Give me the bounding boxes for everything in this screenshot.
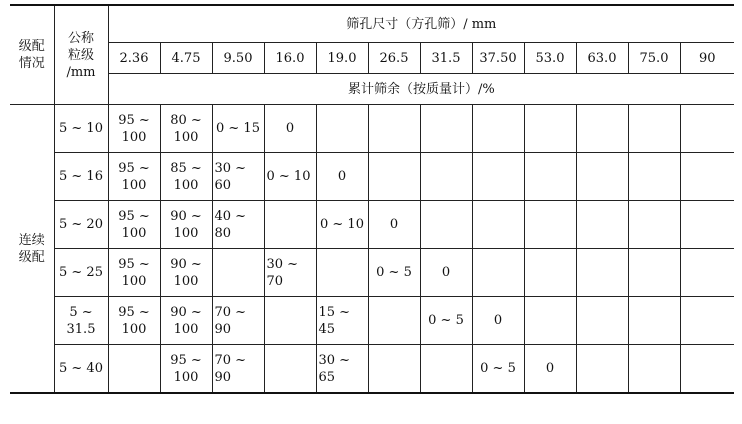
table-cell: 0 xyxy=(420,249,472,297)
table-cell xyxy=(420,153,472,201)
table-cell xyxy=(576,345,628,394)
sieve-size-header: 63.0 xyxy=(576,43,628,74)
table-cell xyxy=(576,297,628,345)
table-cell: 0 ~ 10 xyxy=(316,201,368,249)
table-cell: 80 ~ 100 xyxy=(160,105,212,153)
table-cell xyxy=(680,345,734,394)
table-cell xyxy=(628,201,680,249)
table-cell xyxy=(316,105,368,153)
table-cell xyxy=(524,105,576,153)
table-cell: 95 ~ 100 xyxy=(108,201,160,249)
sieve-size-header: 31.5 xyxy=(420,43,472,74)
table-cell: 95 ~ 100 xyxy=(108,105,160,153)
table-cell xyxy=(628,297,680,345)
sieve-size-header: 90 xyxy=(680,43,734,74)
table-row xyxy=(10,201,734,249)
table-cell xyxy=(680,201,734,249)
grading-table xyxy=(10,4,734,394)
table-row xyxy=(10,249,734,297)
table-cell: 30 ~ 65 xyxy=(316,345,368,394)
table-cell: 90 ~ 100 xyxy=(160,201,212,249)
table-cell: 0 ~ 5 xyxy=(420,297,472,345)
table-cell xyxy=(680,105,734,153)
table-cell xyxy=(680,153,734,201)
table-row xyxy=(10,345,734,394)
header-row-1 xyxy=(10,5,734,43)
table-cell: 30 ~ 70 xyxy=(264,249,316,297)
table-cell xyxy=(420,201,472,249)
table-cell: 0 xyxy=(524,345,576,394)
header-row-sieves xyxy=(10,43,734,74)
table-cell xyxy=(576,153,628,201)
table-cell: 90 ~ 100 xyxy=(160,297,212,345)
nominal-size-cell: 5 ~ 40 xyxy=(54,345,108,394)
table-cell xyxy=(524,201,576,249)
table-cell xyxy=(628,105,680,153)
sieve-size-header: 4.75 xyxy=(160,43,212,74)
table-cell: 95 ~ 100 xyxy=(108,153,160,201)
table-cell xyxy=(368,297,420,345)
table-cell xyxy=(368,153,420,201)
table-cell: 95 ~ 100 xyxy=(108,297,160,345)
table-cell: 95 ~ 100 xyxy=(108,249,160,297)
header-cumulative-retained: 累计筛余（按质量计）/% xyxy=(108,74,734,105)
nominal-size-cell: 5 ~ 10 xyxy=(54,105,108,153)
table-cell: 30 ~ 60 xyxy=(212,153,264,201)
table-cell: 0 ~ 5 xyxy=(472,345,524,394)
sieve-size-header: 26.5 xyxy=(368,43,420,74)
table-cell: 0 ~ 5 xyxy=(368,249,420,297)
header-sieve-size: 筛孔尺寸（方孔筛）/ mm xyxy=(108,5,734,43)
nominal-size-cell: 5 ~ 25 xyxy=(54,249,108,297)
sieve-size-header: 2.36 xyxy=(108,43,160,74)
table-cell: 0 xyxy=(264,105,316,153)
table-cell: 15 ~ 45 xyxy=(316,297,368,345)
table-cell: 0 xyxy=(472,297,524,345)
sieve-size-header: 9.50 xyxy=(212,43,264,74)
table-cell xyxy=(420,345,472,394)
table-cell: 40 ~ 80 xyxy=(212,201,264,249)
table-cell xyxy=(472,249,524,297)
table-cell xyxy=(680,297,734,345)
table-cell xyxy=(628,345,680,394)
table-cell xyxy=(316,249,368,297)
sieve-size-header: 53.0 xyxy=(524,43,576,74)
table-cell xyxy=(628,153,680,201)
nominal-size-cell: 5 ~ 31.5 xyxy=(54,297,108,345)
table-cell: 0 ~ 10 xyxy=(264,153,316,201)
table-cell xyxy=(472,153,524,201)
table-cell: 70 ~ 90 xyxy=(212,345,264,394)
table-row xyxy=(10,153,734,201)
table-cell: 0 ~ 15 xyxy=(212,105,264,153)
group-label: 连续 级配 xyxy=(10,105,54,394)
header-row-3 xyxy=(10,74,734,105)
table-cell xyxy=(212,249,264,297)
table-cell xyxy=(472,105,524,153)
header-grading-status: 级配 情况 xyxy=(10,5,54,105)
table-row xyxy=(10,297,734,345)
sieve-size-header: 19.0 xyxy=(316,43,368,74)
table-cell xyxy=(680,249,734,297)
table-cell xyxy=(368,105,420,153)
table-cell: 90 ~ 100 xyxy=(160,249,212,297)
sieve-size-header: 75.0 xyxy=(628,43,680,74)
table-cell: 0 xyxy=(368,201,420,249)
table-cell xyxy=(264,297,316,345)
table-cell xyxy=(264,201,316,249)
table-cell xyxy=(108,345,160,394)
table-cell xyxy=(524,153,576,201)
table-cell xyxy=(576,105,628,153)
grading-table-container xyxy=(10,4,734,394)
table-cell xyxy=(368,345,420,394)
table-cell xyxy=(576,249,628,297)
nominal-size-cell: 5 ~ 16 xyxy=(54,153,108,201)
table-cell: 70 ~ 90 xyxy=(212,297,264,345)
table-cell xyxy=(472,201,524,249)
table-cell xyxy=(628,249,680,297)
sieve-size-header: 37.50 xyxy=(472,43,524,74)
table-cell xyxy=(264,345,316,394)
sieve-size-header: 16.0 xyxy=(264,43,316,74)
table-cell xyxy=(524,249,576,297)
table-cell: 85 ~ 100 xyxy=(160,153,212,201)
table-cell: 95 ~ 100 xyxy=(160,345,212,394)
table-cell xyxy=(524,297,576,345)
table-cell xyxy=(420,105,472,153)
nominal-size-cell: 5 ~ 20 xyxy=(54,201,108,249)
header-nominal-size: 公称 粒级 /mm xyxy=(54,5,108,105)
table-cell: 0 xyxy=(316,153,368,201)
table-row xyxy=(10,105,734,153)
table-cell xyxy=(576,201,628,249)
